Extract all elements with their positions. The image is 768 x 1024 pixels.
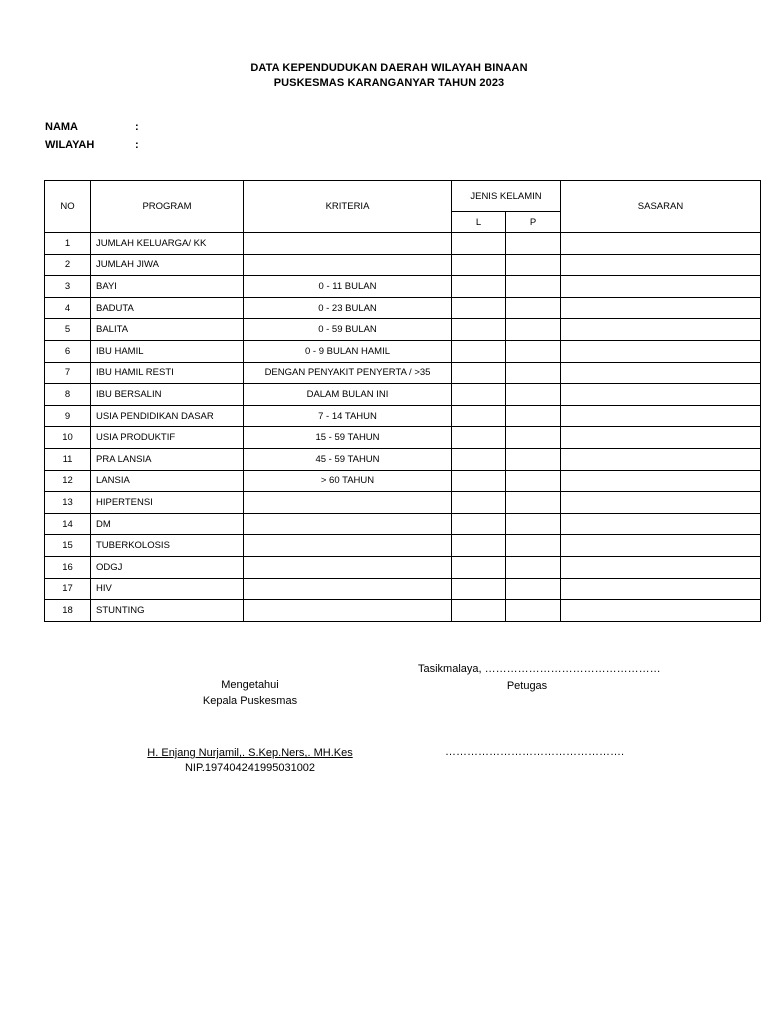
row-l-cell xyxy=(452,427,506,449)
header-jenis-kelamin: JENIS KELAMIN xyxy=(452,181,561,212)
head-name: H. Enjang Nurjamil,. S.Kep.Ners,. MH.Kes xyxy=(147,747,353,759)
row-sasaran-cell xyxy=(561,384,761,406)
row-sasaran-cell xyxy=(561,276,761,298)
row-sasaran-cell xyxy=(561,340,761,362)
acknowledgement-block xyxy=(150,677,350,709)
row-sasaran-cell xyxy=(561,578,761,600)
row-l-cell xyxy=(452,384,506,406)
row-p-cell xyxy=(506,492,561,514)
row-sasaran-cell xyxy=(561,535,761,557)
row-no: 16 xyxy=(45,556,91,578)
wilayah-label: WILAYAH xyxy=(45,139,95,151)
row-no: 12 xyxy=(45,470,91,492)
table-row xyxy=(45,448,761,470)
row-p-cell xyxy=(506,254,561,276)
row-no: 6 xyxy=(45,340,91,362)
row-p-cell xyxy=(506,384,561,406)
row-no: 4 xyxy=(45,297,91,319)
wilayah-field xyxy=(45,139,139,151)
title-line-1: DATA KEPENDUDUKAN DAERAH WILAYAH BINAAN xyxy=(250,62,528,74)
row-l-cell xyxy=(452,254,506,276)
row-kriteria xyxy=(244,535,452,557)
row-l-cell xyxy=(452,492,506,514)
table-row xyxy=(45,319,761,341)
table-row xyxy=(45,297,761,319)
table-row xyxy=(45,578,761,600)
row-program: USIA PENDIDIKAN DASAR xyxy=(91,405,244,427)
mengetahui-label: Mengetahui xyxy=(221,679,279,691)
header-kriteria: KRITERIA xyxy=(244,181,452,233)
row-program: BALITA xyxy=(91,319,244,341)
row-p-cell xyxy=(506,297,561,319)
row-sasaran-cell xyxy=(561,233,761,255)
table-row xyxy=(45,535,761,557)
table-row xyxy=(45,492,761,514)
row-program: BADUTA xyxy=(91,297,244,319)
row-sasaran-cell xyxy=(561,448,761,470)
head-signature-block xyxy=(100,746,400,776)
row-sasaran-cell xyxy=(561,319,761,341)
row-no: 2 xyxy=(45,254,91,276)
row-program: USIA PRODUKTIF xyxy=(91,427,244,449)
kepala-label: Kepala Puskesmas xyxy=(202,695,298,707)
table-row xyxy=(45,254,761,276)
row-program: JUMLAH JIWA xyxy=(91,254,244,276)
row-program: HIPERTENSI xyxy=(91,492,244,514)
row-l-cell xyxy=(452,556,506,578)
row-program: HIV xyxy=(91,578,244,600)
row-no: 14 xyxy=(45,513,91,535)
header-no: NO xyxy=(45,181,91,233)
row-p-cell xyxy=(506,470,561,492)
row-sasaran-cell xyxy=(561,492,761,514)
row-p-cell xyxy=(506,600,561,622)
petugas-label: Petugas xyxy=(506,680,548,692)
nama-separator: : xyxy=(135,121,139,133)
row-kriteria: DALAM BULAN INI xyxy=(244,384,452,406)
row-no: 15 xyxy=(45,535,91,557)
row-p-cell xyxy=(506,427,561,449)
row-p-cell xyxy=(506,513,561,535)
wilayah-separator: : xyxy=(135,139,139,151)
row-l-cell xyxy=(452,448,506,470)
row-no: 5 xyxy=(45,319,91,341)
document-title xyxy=(0,61,768,91)
row-no: 7 xyxy=(45,362,91,384)
row-l-cell xyxy=(452,578,506,600)
table-row xyxy=(45,600,761,622)
row-no: 11 xyxy=(45,448,91,470)
header-program: PROGRAM xyxy=(91,181,244,233)
row-p-cell xyxy=(506,535,561,557)
row-l-cell xyxy=(452,600,506,622)
row-sasaran-cell xyxy=(561,405,761,427)
table-row xyxy=(45,340,761,362)
row-p-cell xyxy=(506,276,561,298)
row-sasaran-cell xyxy=(561,556,761,578)
row-p-cell xyxy=(506,340,561,362)
row-program: TUBERKOLOSIS xyxy=(91,535,244,557)
table-row xyxy=(45,276,761,298)
row-kriteria: DENGAN PENYAKIT PENYERTA / >35 xyxy=(244,362,452,384)
row-l-cell xyxy=(452,535,506,557)
row-l-cell xyxy=(452,405,506,427)
nama-field xyxy=(45,121,139,133)
row-program: LANSIA xyxy=(91,470,244,492)
row-p-cell xyxy=(506,405,561,427)
place-date: Tasikmalaya, ………………………………………… xyxy=(418,663,661,675)
row-no: 1 xyxy=(45,233,91,255)
row-kriteria: 0 - 11 BULAN xyxy=(244,276,452,298)
row-l-cell xyxy=(452,276,506,298)
table-row xyxy=(45,470,761,492)
row-program: JUMLAH KELUARGA/ KK xyxy=(91,233,244,255)
row-l-cell xyxy=(452,233,506,255)
row-p-cell xyxy=(506,448,561,470)
table-row xyxy=(45,513,761,535)
row-sasaran-cell xyxy=(561,362,761,384)
row-l-cell xyxy=(452,297,506,319)
row-l-cell xyxy=(452,470,506,492)
row-l-cell xyxy=(452,319,506,341)
header-sasaran: SASARAN xyxy=(561,181,761,233)
head-nip: NIP.197404241995031002 xyxy=(184,762,316,774)
table-row xyxy=(45,427,761,449)
row-sasaran-cell xyxy=(561,297,761,319)
row-no: 18 xyxy=(45,600,91,622)
row-kriteria xyxy=(244,600,452,622)
row-program: ODGJ xyxy=(91,556,244,578)
row-no: 9 xyxy=(45,405,91,427)
row-kriteria: 45 - 59 TAHUN xyxy=(244,448,452,470)
population-table xyxy=(44,180,761,622)
row-no: 10 xyxy=(45,427,91,449)
header-p: P xyxy=(506,212,561,233)
row-p-cell xyxy=(506,233,561,255)
row-program: STUNTING xyxy=(91,600,244,622)
row-p-cell xyxy=(506,556,561,578)
table-row xyxy=(45,384,761,406)
table-row xyxy=(45,233,761,255)
row-kriteria xyxy=(244,233,452,255)
row-p-cell xyxy=(506,319,561,341)
row-kriteria: 0 - 9 BULAN HAMIL xyxy=(244,340,452,362)
row-kriteria: > 60 TAHUN xyxy=(244,470,452,492)
row-program: BAYI xyxy=(91,276,244,298)
row-kriteria: 7 - 14 TAHUN xyxy=(244,405,452,427)
row-program: IBU HAMIL xyxy=(91,340,244,362)
header-l: L xyxy=(452,212,506,233)
table-row xyxy=(45,556,761,578)
row-p-cell xyxy=(506,578,561,600)
row-no: 17 xyxy=(45,578,91,600)
row-l-cell xyxy=(452,513,506,535)
row-program: DM xyxy=(91,513,244,535)
row-kriteria xyxy=(244,492,452,514)
row-kriteria: 0 - 59 BULAN xyxy=(244,319,452,341)
row-program: PRA LANSIA xyxy=(91,448,244,470)
row-sasaran-cell xyxy=(561,470,761,492)
row-kriteria: 0 - 23 BULAN xyxy=(244,297,452,319)
row-kriteria xyxy=(244,556,452,578)
title-line-2: PUSKESMAS KARANGANYAR TAHUN 2023 xyxy=(273,77,505,89)
row-no: 3 xyxy=(45,276,91,298)
row-kriteria xyxy=(244,254,452,276)
row-sasaran-cell xyxy=(561,513,761,535)
row-kriteria: 15 - 59 TAHUN xyxy=(244,427,452,449)
row-program: IBU HAMIL RESTI xyxy=(91,362,244,384)
row-p-cell xyxy=(506,362,561,384)
petugas-signature-line: …………………………………………. xyxy=(445,746,625,758)
table-row xyxy=(45,362,761,384)
row-no: 8 xyxy=(45,384,91,406)
row-sasaran-cell xyxy=(561,254,761,276)
row-sasaran-cell xyxy=(561,427,761,449)
row-kriteria xyxy=(244,578,452,600)
row-l-cell xyxy=(452,340,506,362)
row-l-cell xyxy=(452,362,506,384)
row-kriteria xyxy=(244,513,452,535)
row-sasaran-cell xyxy=(561,600,761,622)
nama-label: NAMA xyxy=(45,121,78,133)
table-row xyxy=(45,405,761,427)
row-program: IBU BERSALIN xyxy=(91,384,244,406)
row-no: 13 xyxy=(45,492,91,514)
